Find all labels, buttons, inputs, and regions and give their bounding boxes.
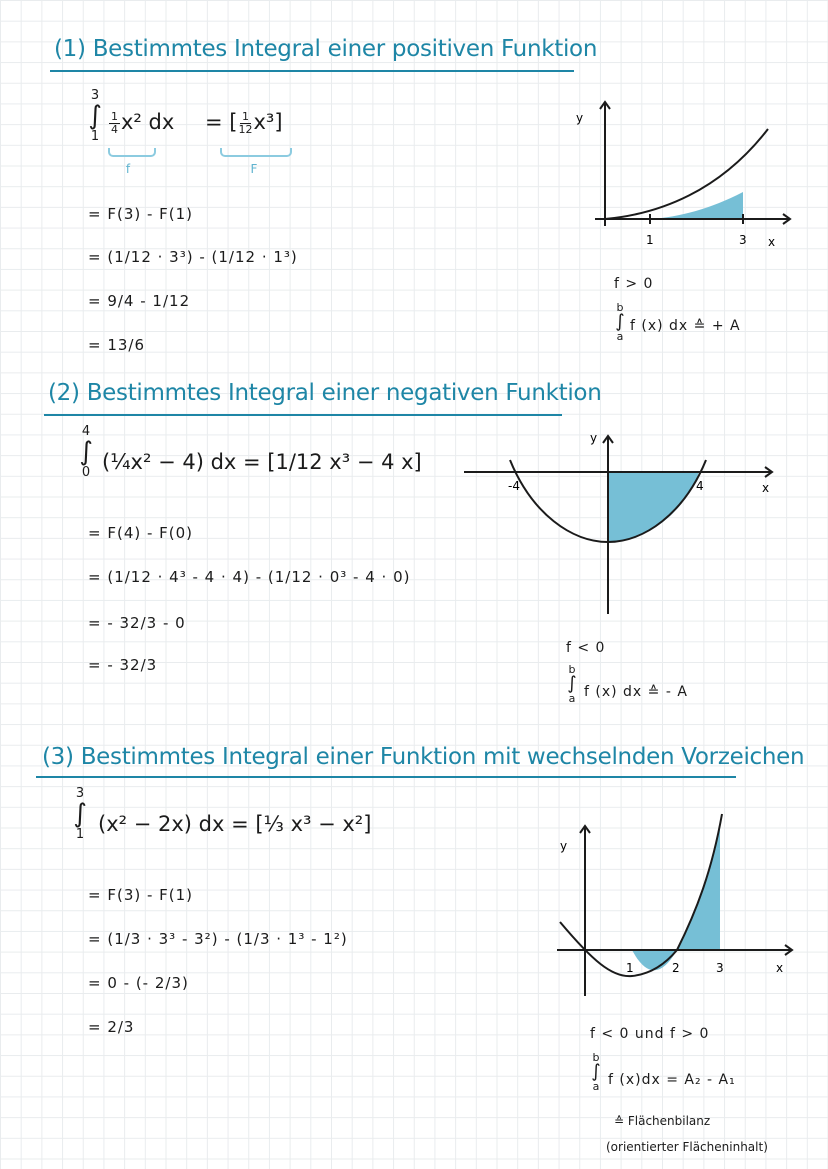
- section2-relation: f (x) dx ≙ - A: [584, 684, 688, 700]
- section3-step-2: = (1/3 · 3³ - 3²) - (1/3 · 1³ - 1²): [88, 930, 348, 948]
- brace-F-label: F: [250, 162, 258, 176]
- section1-step-3: = 9/4 - 1/12: [88, 292, 191, 310]
- section3-underline: [36, 776, 736, 778]
- section2-step-4: = - 32/3: [88, 656, 158, 674]
- section1-step-2: = (1/12 · 3³) - (1/12 · 1³): [88, 248, 298, 266]
- section2-step-3: = - 32/3 - 0: [88, 614, 186, 632]
- section1-integral: [80, 88, 110, 144]
- section3-integral-expression: (x² − 2x) dx = [⅓ x³ − x²]: [98, 812, 372, 836]
- section3-note-flaechenbilanz: ≙ Flächenbilanz: [614, 1114, 711, 1128]
- y-label: y: [560, 839, 568, 853]
- section1-integrand: $\frac{1}{4}$ x² dx: [111, 109, 175, 136]
- integral-lower-limit: 1: [90, 129, 100, 144]
- section3-note-orientiert: (orientierter Flächeninhalt): [606, 1140, 768, 1154]
- section1-antiderivative: = [ $\frac{1}{12}$ x³]: [205, 109, 283, 136]
- x-label: x: [768, 235, 776, 249]
- section3-graph: [552, 790, 802, 1000]
- negative-area: [608, 472, 699, 542]
- integral-upper-limit: 4: [81, 424, 91, 439]
- section1-underline: [50, 70, 574, 72]
- section3-step-4: = 2/3: [88, 1018, 135, 1036]
- y-label: y: [590, 431, 598, 445]
- area-A1: [632, 950, 677, 970]
- section2-condition: f < 0: [566, 640, 606, 656]
- y-label: y: [576, 111, 584, 125]
- tick-3-label: 3: [739, 233, 747, 247]
- x-label: x: [762, 481, 770, 495]
- section2-step-1: = F(4) - F(0): [88, 524, 194, 542]
- brace-F: [220, 148, 292, 157]
- section3-integral: [66, 786, 94, 842]
- section3-rel-integral: b ∫ a: [591, 1051, 601, 1093]
- brace-f-label: f: [125, 162, 131, 176]
- tick-3-label: 3: [716, 961, 724, 975]
- section1-step-4: = 13/6: [88, 336, 146, 354]
- section2-rel-integral: b ∫ a: [567, 663, 577, 705]
- integral-lower-limit: 0: [81, 465, 91, 480]
- integral-sign: ∫: [88, 101, 102, 131]
- tick-1-label: 1: [646, 233, 654, 247]
- integral-sign: ∫: [79, 437, 93, 467]
- section1-condition: f > 0: [614, 276, 654, 292]
- section3-condition: f < 0 und f > 0: [590, 1026, 710, 1042]
- section1-graph: [576, 96, 800, 256]
- section3-title: (3) Bestimmtes Integral einer Funktion mit wechselnden Vorzeichen: [42, 744, 805, 770]
- tick-1-label: 1: [626, 961, 634, 975]
- section1-rel-integral: b ∫ a: [615, 301, 625, 343]
- section2-title: (2) Bestimmtes Integral einer negativen Funktion: [48, 380, 602, 406]
- section2-step-2: = (1/12 · 4³ - 4 · 4) - (1/12 · 0³ - 4 · 0): [88, 568, 411, 586]
- curve: [605, 129, 768, 219]
- section3-step-3: = 0 - (- 2/3): [88, 974, 189, 992]
- integral-upper-limit: 3: [90, 88, 100, 103]
- tick-4-label: 4: [696, 479, 704, 493]
- section1-relation: f (x) dx ≙ + A: [630, 318, 741, 334]
- section2-underline: [44, 414, 562, 416]
- integral-sign: ∫: [73, 799, 87, 829]
- integral-upper-limit: 3: [75, 786, 85, 801]
- integral-lower-limit: 1: [75, 827, 85, 842]
- section1-title: (1) Bestimmtes Integral einer positiven Funktion: [54, 36, 598, 62]
- area-A2: [677, 826, 720, 950]
- x-label: x: [776, 961, 784, 975]
- tick-2-label: 2: [672, 961, 680, 975]
- tick-neg4-label: -4: [508, 479, 520, 493]
- coefficient-fraction: $\frac{1}{4}$: [111, 109, 118, 136]
- section3-step-1: = F(3) - F(1): [88, 886, 194, 904]
- section1-step-1: = F(3) - F(1): [88, 205, 194, 223]
- brace-f: [108, 148, 156, 157]
- section2-graph: [462, 428, 792, 620]
- section3-relation: f (x)dx = A₂ - A₁: [608, 1072, 736, 1088]
- section2-integral: [72, 424, 100, 480]
- section2-integral-expression: (¼x² − 4) dx = [1/12 x³ − 4 x]: [102, 450, 422, 474]
